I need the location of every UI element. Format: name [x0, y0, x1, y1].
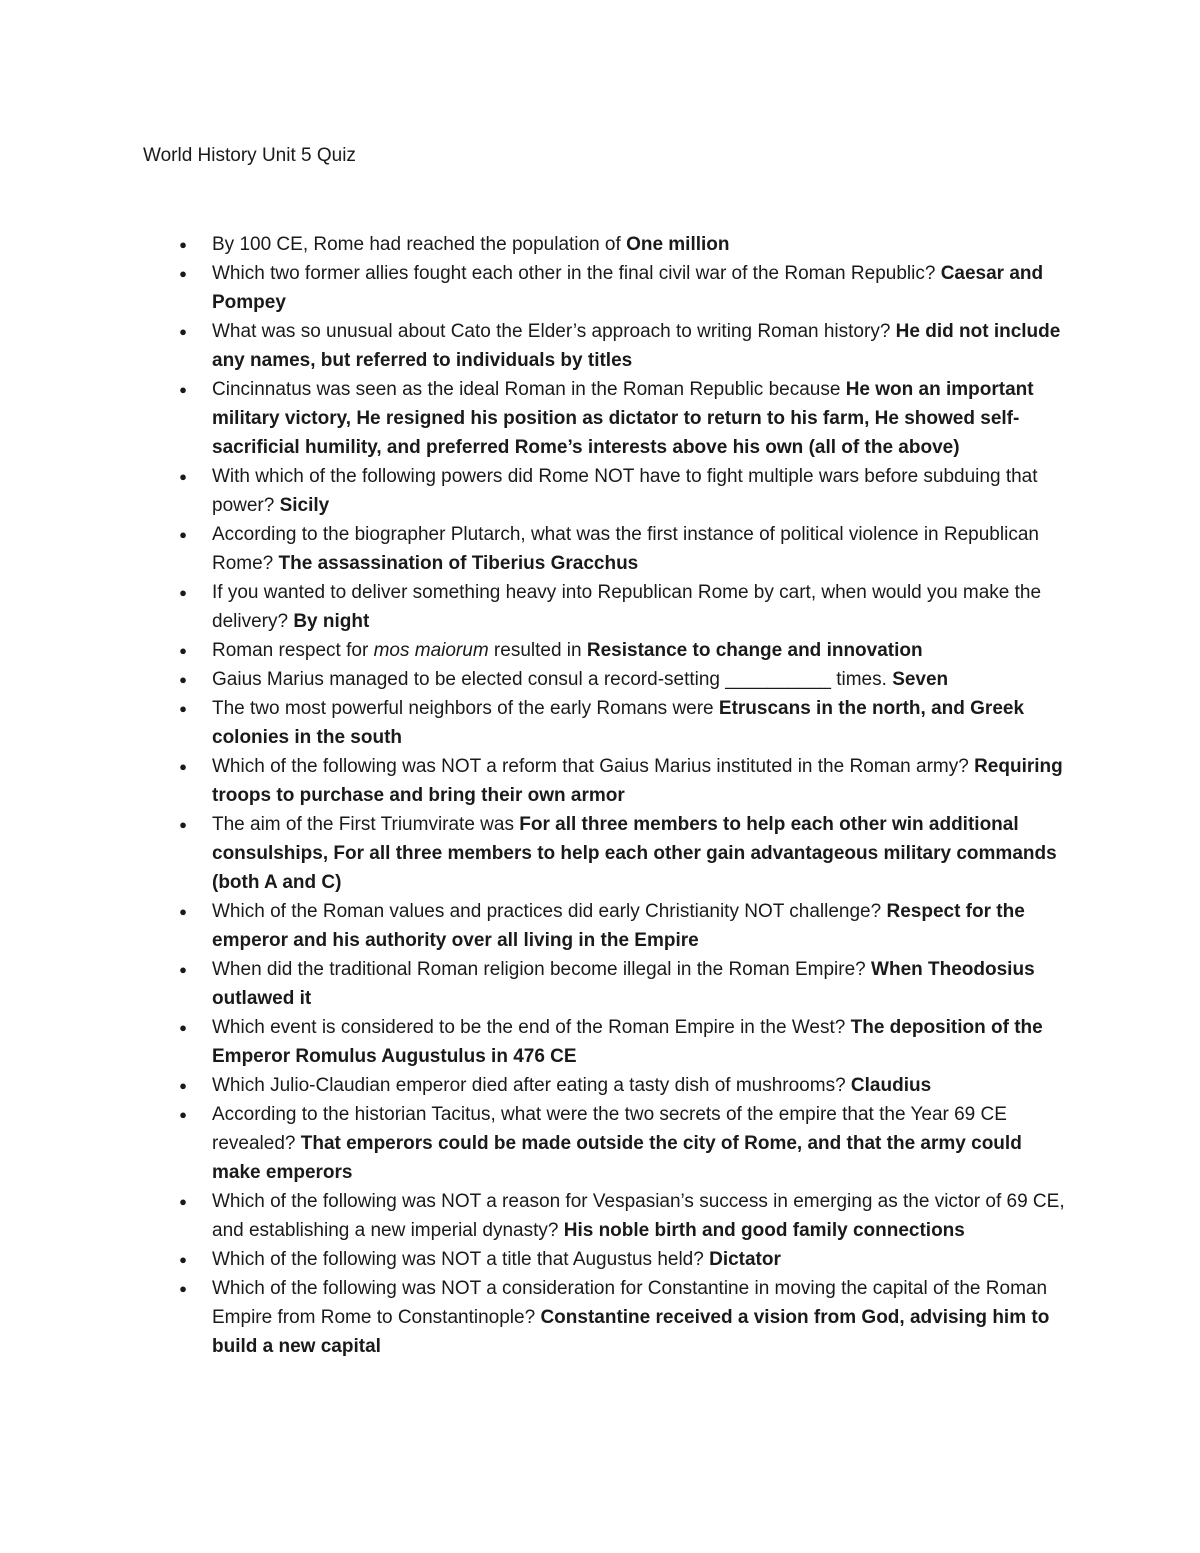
question-text: Roman respect for [212, 640, 374, 661]
quiz-item [179, 259, 1072, 317]
answer-text: Respect for the emperor and his authority over all living in the Empire [212, 901, 1025, 951]
answer-text: Resistance to change and innovation [586, 640, 923, 661]
answer-text: Caesar and Pompey [212, 263, 1044, 313]
bullet-dot-icon: ● [179, 904, 187, 919]
quiz-item [179, 1071, 1072, 1100]
question-text: The aim of the First Triumvirate was [212, 814, 520, 835]
answer-text: The deposition of the Emperor Romulus Augustulus in 476 CE [212, 1017, 1043, 1067]
answer-text: Claudius [850, 1075, 932, 1096]
question-text: According to the biographer Plutarch, what was the first instance of political violence in Republican Rome? [212, 524, 1039, 574]
question-text: Gaius Marius managed to be elected consul a record-setting __________ times. [212, 669, 893, 690]
quiz-item [179, 1013, 1072, 1071]
question-text: Which of the Roman values and practices did early Christianity NOT challenge? [212, 901, 887, 922]
question-text: Which of the following was NOT a title that Augustus held? [212, 1249, 710, 1270]
answer-text: He did not include any names, but referred to individuals by titles [212, 321, 1061, 371]
answer-text: Sicily [279, 495, 330, 516]
answer-text: For all three members to help each other win additional consulships, For all three members to help each other gain advantageous military commands (both A and C) [212, 814, 1057, 893]
bullet-dot-icon: ● [179, 469, 187, 484]
bullet-dot-icon: ● [179, 1252, 187, 1267]
bullet-dot-icon: ● [179, 1078, 187, 1093]
question-text: Which two former allies fought each other in the final civil war of the Roman Republic? [212, 263, 941, 284]
bullet-dot-icon: ● [179, 237, 187, 252]
quiz-question-list [179, 230, 1072, 1361]
bullet-dot-icon: ● [179, 1107, 187, 1122]
question-text: According to the historian Tacitus, what were the two secrets of the empire that the Year 69 CE revealed? [212, 1104, 1007, 1154]
bullet-dot-icon: ● [179, 817, 187, 832]
bullet-dot-icon: ● [179, 962, 187, 977]
bullet-dot-icon: ● [179, 759, 187, 774]
quiz-item [179, 317, 1072, 375]
question-text: Cincinnatus was seen as the ideal Roman in the Roman Republic because [212, 379, 846, 400]
answer-text: One million [626, 234, 730, 255]
answer-text: The assassination of Tiberius Gracchus [278, 553, 639, 574]
question-text: Which of the following was NOT a reform that Gaius Marius instituted in the Roman army? [212, 756, 975, 777]
answer-text: Requiring troops to purchase and bring their own armor [212, 756, 1063, 806]
answer-text: Dictator [709, 1249, 781, 1270]
answer-text: That emperors could be made outside the city of Rome, and that the army could make emperors [212, 1133, 1022, 1183]
question-text: resulted in [488, 640, 587, 661]
answer-text: Etruscans in the north, and Greek colonies in the south [212, 698, 1025, 748]
quiz-item [179, 1245, 1072, 1274]
quiz-item [179, 1274, 1072, 1361]
quiz-item [179, 520, 1072, 578]
bullet-dot-icon: ● [179, 1194, 187, 1209]
quiz-item [179, 897, 1072, 955]
quiz-item [179, 810, 1072, 897]
bullet-dot-icon: ● [179, 382, 187, 397]
answer-text: Seven [892, 669, 949, 690]
quiz-item [179, 578, 1072, 636]
answer-text: By night [293, 611, 370, 632]
answer-text: He won an important military victory, He resigned his position as dictator to return to his farm, He showed self-sacrificial humility, and preferred Rome’s interests above his own (all of the above) [212, 379, 1034, 458]
question-text: With which of the following powers did Rome NOT have to fight multiple wars before subduing that power? [212, 466, 1038, 516]
bullet-dot-icon: ● [179, 701, 187, 716]
bullet-dot-icon: ● [179, 585, 187, 600]
question-text: When did the traditional Roman religion become illegal in the Roman Empire? [212, 959, 872, 980]
quiz-item [179, 955, 1072, 1013]
bullet-dot-icon: ● [179, 266, 187, 281]
bullet-dot-icon: ● [179, 643, 187, 658]
quiz-item [179, 1187, 1072, 1245]
italic-term: mos maiorum [373, 640, 489, 661]
question-text: Which of the following was NOT a reason for Vespasian’s success in emerging as the victor of 69 CE, and establishing a new imperial dynasty? [212, 1191, 1065, 1241]
quiz-item [179, 752, 1072, 810]
quiz-item [179, 230, 1072, 259]
bullet-dot-icon: ● [179, 1020, 187, 1035]
quiz-item [179, 1100, 1072, 1187]
answer-text: Constantine received a vision from God, advising him to build a new capital [212, 1307, 1050, 1357]
answer-text: When Theodosius outlawed it [212, 959, 1035, 1009]
question-text: Which event is considered to be the end of the Roman Empire in the West? [212, 1017, 851, 1038]
answer-text: His noble birth and good family connections [563, 1220, 965, 1241]
bullet-dot-icon: ● [179, 527, 187, 542]
document-title: World History Unit 5 Quiz [143, 145, 356, 166]
quiz-item [179, 665, 1072, 694]
question-text: Which of the following was NOT a consideration for Constantine in moving the capital of the Roman Empire from Rome to Constantinople? [212, 1278, 1048, 1328]
quiz-item [179, 636, 1072, 665]
question-text: What was so unusual about Cato the Elder’s approach to writing Roman history? [212, 321, 896, 342]
bullet-dot-icon: ● [179, 672, 187, 687]
question-text: Which Julio-Claudian emperor died after eating a tasty dish of mushrooms? [212, 1075, 851, 1096]
bullet-dot-icon: ● [179, 1281, 187, 1296]
question-text: If you wanted to deliver something heavy into Republican Rome by cart, when would you make the delivery? [212, 582, 1042, 632]
bullet-dot-icon: ● [179, 324, 187, 339]
quiz-item [179, 694, 1072, 752]
quiz-item [179, 375, 1072, 462]
question-text: The two most powerful neighbors of the early Romans were [212, 698, 719, 719]
question-text: By 100 CE, Rome had reached the population of [212, 234, 627, 255]
quiz-item [179, 462, 1072, 520]
